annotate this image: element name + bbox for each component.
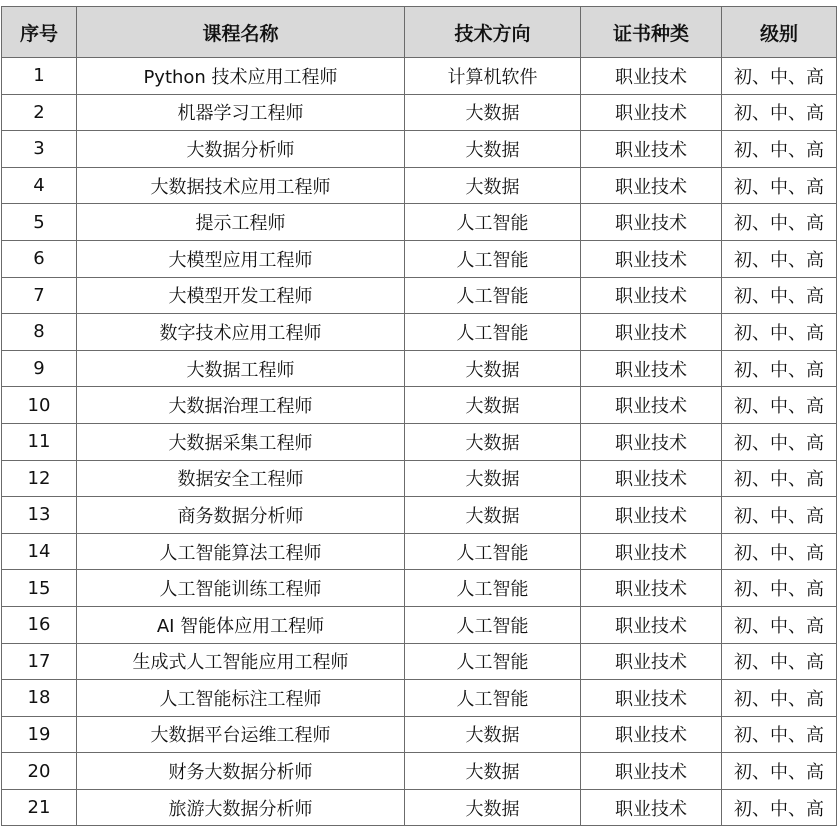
cell-tech-direction: 人工智能 xyxy=(405,314,581,351)
table-row xyxy=(2,240,837,277)
cell-level: 初、中、高 xyxy=(722,753,837,790)
cell-course-name: 大数据采集工程师 xyxy=(77,423,405,460)
table-row xyxy=(2,460,837,497)
cell-serial-number: 16 xyxy=(2,606,77,643)
cell-serial-number: 2 xyxy=(2,94,77,131)
cell-serial-number: 20 xyxy=(2,753,77,790)
cell-serial-number: 5 xyxy=(2,204,77,241)
cell-level: 初、中、高 xyxy=(722,643,837,680)
cell-serial-number: 6 xyxy=(2,240,77,277)
cell-course-name: 数据安全工程师 xyxy=(77,460,405,497)
cell-course-name: 人工智能标注工程师 xyxy=(77,680,405,717)
cell-course-name: 大数据工程师 xyxy=(77,350,405,387)
table-header-row xyxy=(2,7,837,58)
cell-serial-number: 15 xyxy=(2,570,77,607)
cell-certificate-type: 职业技术 xyxy=(581,643,722,680)
course-table xyxy=(1,6,837,826)
cell-level: 初、中、高 xyxy=(722,423,837,460)
cell-tech-direction: 人工智能 xyxy=(405,240,581,277)
cell-level: 初、中、高 xyxy=(722,94,837,131)
header-tech-direction: 技术方向 xyxy=(405,7,581,58)
cell-tech-direction: 大数据 xyxy=(405,753,581,790)
cell-course-name: 旅游大数据分析师 xyxy=(77,789,405,826)
cell-tech-direction: 大数据 xyxy=(405,497,581,534)
cell-certificate-type: 职业技术 xyxy=(581,606,722,643)
cell-level: 初、中、高 xyxy=(722,716,837,753)
table-row xyxy=(2,680,837,717)
table-row xyxy=(2,94,837,131)
cell-level: 初、中、高 xyxy=(722,167,837,204)
cell-certificate-type: 职业技术 xyxy=(581,716,722,753)
cell-serial-number: 18 xyxy=(2,680,77,717)
cell-level: 初、中、高 xyxy=(722,460,837,497)
cell-certificate-type: 职业技术 xyxy=(581,680,722,717)
cell-certificate-type: 职业技术 xyxy=(581,167,722,204)
table-row xyxy=(2,350,837,387)
cell-course-name: 商务数据分析师 xyxy=(77,497,405,534)
cell-certificate-type: 职业技术 xyxy=(581,131,722,168)
header-level: 级别 xyxy=(722,7,837,58)
cell-serial-number: 3 xyxy=(2,131,77,168)
cell-level: 初、中、高 xyxy=(722,58,837,95)
table-row xyxy=(2,314,837,351)
cell-tech-direction: 大数据 xyxy=(405,131,581,168)
cell-certificate-type: 职业技术 xyxy=(581,58,722,95)
table-body xyxy=(2,58,837,826)
cell-certificate-type: 职业技术 xyxy=(581,789,722,826)
cell-level: 初、中、高 xyxy=(722,204,837,241)
cell-level: 初、中、高 xyxy=(722,131,837,168)
table-row xyxy=(2,277,837,314)
table-row xyxy=(2,497,837,534)
cell-certificate-type: 职业技术 xyxy=(581,460,722,497)
cell-tech-direction: 人工智能 xyxy=(405,680,581,717)
cell-serial-number: 1 xyxy=(2,58,77,95)
cell-tech-direction: 人工智能 xyxy=(405,643,581,680)
cell-certificate-type: 职业技术 xyxy=(581,497,722,534)
cell-course-name: 大数据技术应用工程师 xyxy=(77,167,405,204)
cell-tech-direction: 人工智能 xyxy=(405,533,581,570)
cell-certificate-type: 职业技术 xyxy=(581,314,722,351)
cell-certificate-type: 职业技术 xyxy=(581,423,722,460)
cell-certificate-type: 职业技术 xyxy=(581,570,722,607)
cell-certificate-type: 职业技术 xyxy=(581,277,722,314)
cell-course-name: AI 智能体应用工程师 xyxy=(77,606,405,643)
cell-course-name: 人工智能算法工程师 xyxy=(77,533,405,570)
header-certificate-type: 证书种类 xyxy=(581,7,722,58)
cell-level: 初、中、高 xyxy=(722,497,837,534)
table-row xyxy=(2,606,837,643)
cell-course-name: 大数据治理工程师 xyxy=(77,387,405,424)
cell-level: 初、中、高 xyxy=(722,570,837,607)
table-row xyxy=(2,204,837,241)
table-row xyxy=(2,167,837,204)
cell-tech-direction: 大数据 xyxy=(405,167,581,204)
table-row xyxy=(2,533,837,570)
cell-tech-direction: 人工智能 xyxy=(405,204,581,241)
cell-level: 初、中、高 xyxy=(722,680,837,717)
cell-course-name: Python 技术应用工程师 xyxy=(77,58,405,95)
cell-course-name: 大模型开发工程师 xyxy=(77,277,405,314)
cell-level: 初、中、高 xyxy=(722,314,837,351)
cell-serial-number: 13 xyxy=(2,497,77,534)
cell-course-name: 生成式人工智能应用工程师 xyxy=(77,643,405,680)
cell-certificate-type: 职业技术 xyxy=(581,204,722,241)
cell-level: 初、中、高 xyxy=(722,350,837,387)
table-row xyxy=(2,753,837,790)
cell-course-name: 提示工程师 xyxy=(77,204,405,241)
cell-tech-direction: 人工智能 xyxy=(405,570,581,607)
cell-tech-direction: 大数据 xyxy=(405,94,581,131)
cell-certificate-type: 职业技术 xyxy=(581,753,722,790)
cell-serial-number: 7 xyxy=(2,277,77,314)
cell-course-name: 大数据平台运维工程师 xyxy=(77,716,405,753)
table-row xyxy=(2,570,837,607)
table-row xyxy=(2,387,837,424)
table-row xyxy=(2,423,837,460)
cell-tech-direction: 计算机软件 xyxy=(405,58,581,95)
cell-course-name: 人工智能训练工程师 xyxy=(77,570,405,607)
header-course-name: 课程名称 xyxy=(77,7,405,58)
table-row xyxy=(2,643,837,680)
cell-serial-number: 21 xyxy=(2,789,77,826)
cell-serial-number: 19 xyxy=(2,716,77,753)
cell-course-name: 数字技术应用工程师 xyxy=(77,314,405,351)
cell-level: 初、中、高 xyxy=(722,387,837,424)
cell-serial-number: 4 xyxy=(2,167,77,204)
cell-tech-direction: 大数据 xyxy=(405,387,581,424)
cell-tech-direction: 大数据 xyxy=(405,350,581,387)
cell-level: 初、中、高 xyxy=(722,533,837,570)
table-row xyxy=(2,58,837,95)
cell-tech-direction: 人工智能 xyxy=(405,606,581,643)
cell-serial-number: 12 xyxy=(2,460,77,497)
cell-serial-number: 8 xyxy=(2,314,77,351)
cell-course-name: 大数据分析师 xyxy=(77,131,405,168)
cell-course-name: 机器学习工程师 xyxy=(77,94,405,131)
cell-level: 初、中、高 xyxy=(722,606,837,643)
cell-course-name: 大模型应用工程师 xyxy=(77,240,405,277)
cell-course-name: 财务大数据分析师 xyxy=(77,753,405,790)
cell-serial-number: 10 xyxy=(2,387,77,424)
cell-certificate-type: 职业技术 xyxy=(581,350,722,387)
cell-tech-direction: 大数据 xyxy=(405,423,581,460)
cell-serial-number: 11 xyxy=(2,423,77,460)
cell-tech-direction: 大数据 xyxy=(405,789,581,826)
cell-level: 初、中、高 xyxy=(722,789,837,826)
cell-tech-direction: 大数据 xyxy=(405,716,581,753)
cell-tech-direction: 大数据 xyxy=(405,460,581,497)
cell-certificate-type: 职业技术 xyxy=(581,533,722,570)
table-row xyxy=(2,716,837,753)
cell-serial-number: 9 xyxy=(2,350,77,387)
table-row xyxy=(2,789,837,826)
cell-serial-number: 14 xyxy=(2,533,77,570)
cell-tech-direction: 人工智能 xyxy=(405,277,581,314)
cell-level: 初、中、高 xyxy=(722,277,837,314)
cell-level: 初、中、高 xyxy=(722,240,837,277)
header-serial-number: 序号 xyxy=(2,7,77,58)
table-row xyxy=(2,131,837,168)
cell-serial-number: 17 xyxy=(2,643,77,680)
cell-certificate-type: 职业技术 xyxy=(581,240,722,277)
cell-certificate-type: 职业技术 xyxy=(581,387,722,424)
cell-certificate-type: 职业技术 xyxy=(581,94,722,131)
